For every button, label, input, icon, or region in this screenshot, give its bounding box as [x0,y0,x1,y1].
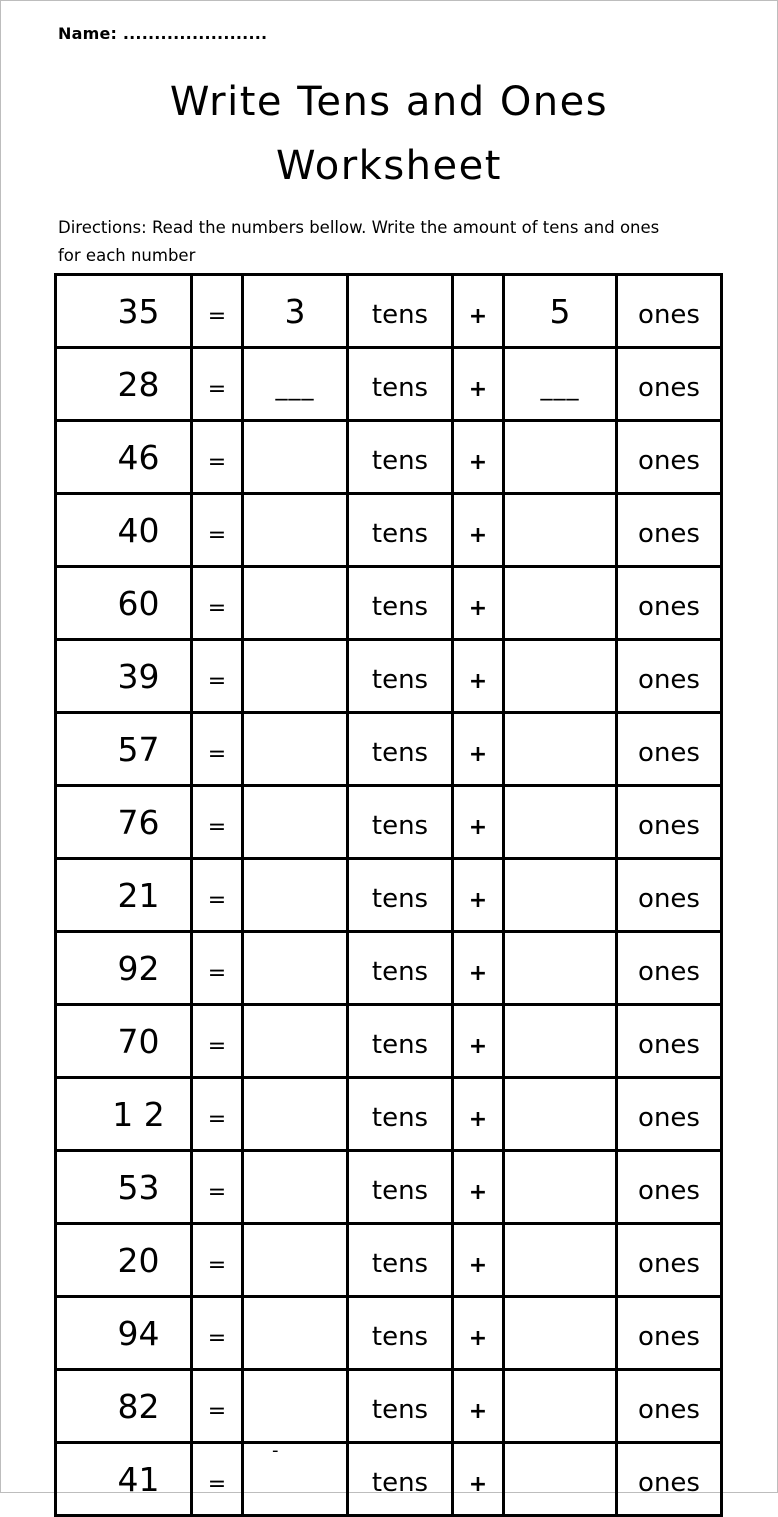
plus-sign: + [453,421,504,494]
tens-ones-table [54,273,723,1517]
worksheet-row [56,348,722,421]
ones-answer-cell[interactable] [504,713,617,786]
number-cell: 46 [56,421,192,494]
equals-sign: = [192,1297,243,1370]
ones-label: ones [617,932,722,1005]
worksheet-row [56,859,722,932]
worksheet-row [56,421,722,494]
ones-answer-cell[interactable] [504,1078,617,1151]
equals-sign: = [192,567,243,640]
ones-label: ones [617,1370,722,1443]
equals-sign: = [192,421,243,494]
ones-answer-cell[interactable] [504,1005,617,1078]
worksheet-row [56,1078,722,1151]
tens-label: tens [348,1443,453,1516]
worksheet-row [56,567,722,640]
ones-label: ones [617,348,722,421]
equals-sign: = [192,1370,243,1443]
ones-answer-cell[interactable] [504,1370,617,1443]
tens-label: tens [348,1005,453,1078]
tens-answer-cell[interactable] [243,786,348,859]
worksheet-row [56,1297,722,1370]
ones-answer-cell[interactable] [504,1297,617,1370]
directions-line-2: for each number [58,246,196,265]
number-cell: 41 [56,1443,192,1516]
plus-sign: + [453,859,504,932]
ones-answer-cell[interactable]: 5 [504,275,617,348]
plus-sign: + [453,275,504,348]
ones-answer-cell[interactable] [504,1151,617,1224]
worksheet-row [56,494,722,567]
tens-answer-cell[interactable] [243,1224,348,1297]
ones-label: ones [617,859,722,932]
number-cell: 82 [56,1370,192,1443]
plus-sign: + [453,640,504,713]
ones-answer-cell[interactable] [504,1443,617,1516]
tens-answer-cell[interactable] [243,640,348,713]
ones-answer-cell[interactable] [504,1224,617,1297]
tens-label: tens [348,713,453,786]
worksheet-row [56,1005,722,1078]
tens-answer-cell[interactable] [243,1297,348,1370]
number-cell: 1 2 [56,1078,192,1151]
ones-label: ones [617,1297,722,1370]
directions-line-1: Directions: Read the numbers bellow. Write the amount of tens and ones [58,218,660,237]
ones-answer-cell[interactable] [504,567,617,640]
worksheet-row [56,1151,722,1224]
tens-answer-cell[interactable]: 3 [243,275,348,348]
number-cell: 53 [56,1151,192,1224]
tens-label: tens [348,1078,453,1151]
tens-answer-cell[interactable] [243,1370,348,1443]
plus-sign: + [453,713,504,786]
equals-sign: = [192,1151,243,1224]
tens-answer-cell[interactable] [243,1443,348,1516]
tens-answer-cell[interactable]: ___ [243,348,348,421]
tens-answer-cell[interactable] [243,713,348,786]
plus-sign: + [453,348,504,421]
equals-sign: = [192,640,243,713]
equals-sign: = [192,275,243,348]
tens-answer-cell[interactable] [243,1151,348,1224]
ones-label: ones [617,1078,722,1151]
title-line-2: Worksheet [276,143,502,189]
worksheet-row [56,932,722,1005]
tens-answer-cell[interactable] [243,932,348,1005]
ones-label: ones [617,640,722,713]
plus-sign: + [453,1224,504,1297]
equals-sign: = [192,348,243,421]
tens-label: tens [348,1224,453,1297]
number-cell: 21 [56,859,192,932]
number-cell: 39 [56,640,192,713]
tens-label: tens [348,859,453,932]
ones-answer-cell[interactable] [504,494,617,567]
worksheet-row [56,1224,722,1297]
plus-sign: + [453,1005,504,1078]
tens-answer-cell[interactable] [243,859,348,932]
equals-sign: = [192,494,243,567]
ones-label: ones [617,786,722,859]
title-line-1: Write Tens and Ones [169,79,609,125]
number-cell: 70 [56,1005,192,1078]
ones-label: ones [617,1443,722,1516]
tens-answer-cell[interactable] [243,567,348,640]
number-cell: 76 [56,786,192,859]
plus-sign: + [453,567,504,640]
ones-label: ones [617,1151,722,1224]
tens-label: tens [348,1151,453,1224]
ones-answer-cell[interactable] [504,859,617,932]
tens-answer-cell[interactable] [243,421,348,494]
worksheet-row [56,1370,722,1443]
number-cell: 57 [56,713,192,786]
number-cell: 94 [56,1297,192,1370]
footer-mark: - [272,1440,279,1461]
equals-sign: = [192,859,243,932]
equals-sign: = [192,1443,243,1516]
worksheet-row [56,275,722,348]
worksheet-row [56,713,722,786]
tens-answer-cell[interactable] [243,1078,348,1151]
tens-label: tens [348,421,453,494]
plus-sign: + [453,1151,504,1224]
worksheet-row [56,786,722,859]
tens-label: tens [348,640,453,713]
plus-sign: + [453,1370,504,1443]
plus-sign: + [453,1297,504,1370]
ones-label: ones [617,275,722,348]
ones-label: ones [617,494,722,567]
ones-answer-cell[interactable] [504,932,617,1005]
number-cell: 20 [56,1224,192,1297]
tens-label: tens [348,494,453,567]
equals-sign: = [192,932,243,1005]
tens-label: tens [348,567,453,640]
ones-label: ones [617,421,722,494]
equals-sign: = [192,1078,243,1151]
tens-answer-cell[interactable] [243,1005,348,1078]
tens-label: tens [348,786,453,859]
ones-label: ones [617,713,722,786]
worksheet-title [0,70,778,198]
plus-sign: + [453,1078,504,1151]
ones-label: ones [617,1224,722,1297]
number-cell: 60 [56,567,192,640]
worksheet-row [56,1443,722,1516]
tens-label: tens [348,932,453,1005]
number-cell: 28 [56,348,192,421]
tens-answer-cell[interactable] [243,494,348,567]
tens-label: tens [348,275,453,348]
ones-answer-cell[interactable] [504,640,617,713]
number-cell: 40 [56,494,192,567]
tens-label: tens [348,1370,453,1443]
ones-label: ones [617,1005,722,1078]
equals-sign: = [192,786,243,859]
number-cell: 35 [56,275,192,348]
number-cell: 92 [56,932,192,1005]
ones-label: ones [617,567,722,640]
equals-sign: = [192,1005,243,1078]
worksheet-row [56,640,722,713]
plus-sign: + [453,1443,504,1516]
plus-sign: + [453,786,504,859]
ones-answer-cell[interactable]: ___ [504,348,617,421]
name-line: Name: ....................... [58,24,268,43]
directions [58,214,718,270]
ones-answer-cell[interactable] [504,421,617,494]
equals-sign: = [192,1224,243,1297]
equals-sign: = [192,713,243,786]
plus-sign: + [453,932,504,1005]
plus-sign: + [453,494,504,567]
tens-label: tens [348,1297,453,1370]
ones-answer-cell[interactable] [504,786,617,859]
tens-label: tens [348,348,453,421]
